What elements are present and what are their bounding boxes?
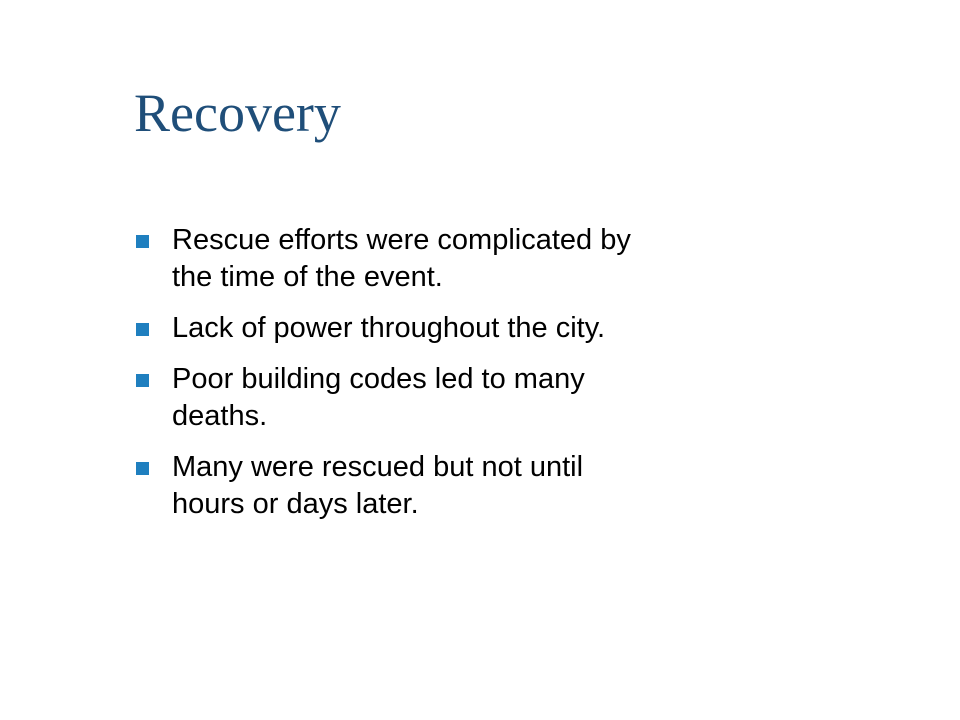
- bullet-text-line: Lack of power throughout the city.: [172, 312, 606, 344]
- bullet-item: [134, 449, 814, 523]
- bullet-item: [134, 310, 814, 347]
- bullet-text-line: Rescue efforts were complicated by: [172, 224, 631, 256]
- bullet-item: [134, 361, 814, 435]
- bullet-text-line: Poor building codes led to many: [172, 363, 585, 395]
- bullet-text-line: hours or days later.: [172, 488, 419, 520]
- bullet-text-line: deaths.: [172, 400, 268, 432]
- bullet-text-line: Many were rescued but not until: [172, 451, 584, 483]
- bullet-list: [134, 222, 814, 537]
- bullet-item: [134, 222, 814, 296]
- square-bullet-icon: [136, 323, 149, 336]
- square-bullet-icon: [136, 462, 149, 475]
- slide-title: Recovery: [134, 83, 341, 143]
- bullet-text-line: the time of the event.: [172, 261, 443, 293]
- square-bullet-icon: [136, 374, 149, 387]
- square-bullet-icon: [136, 235, 149, 248]
